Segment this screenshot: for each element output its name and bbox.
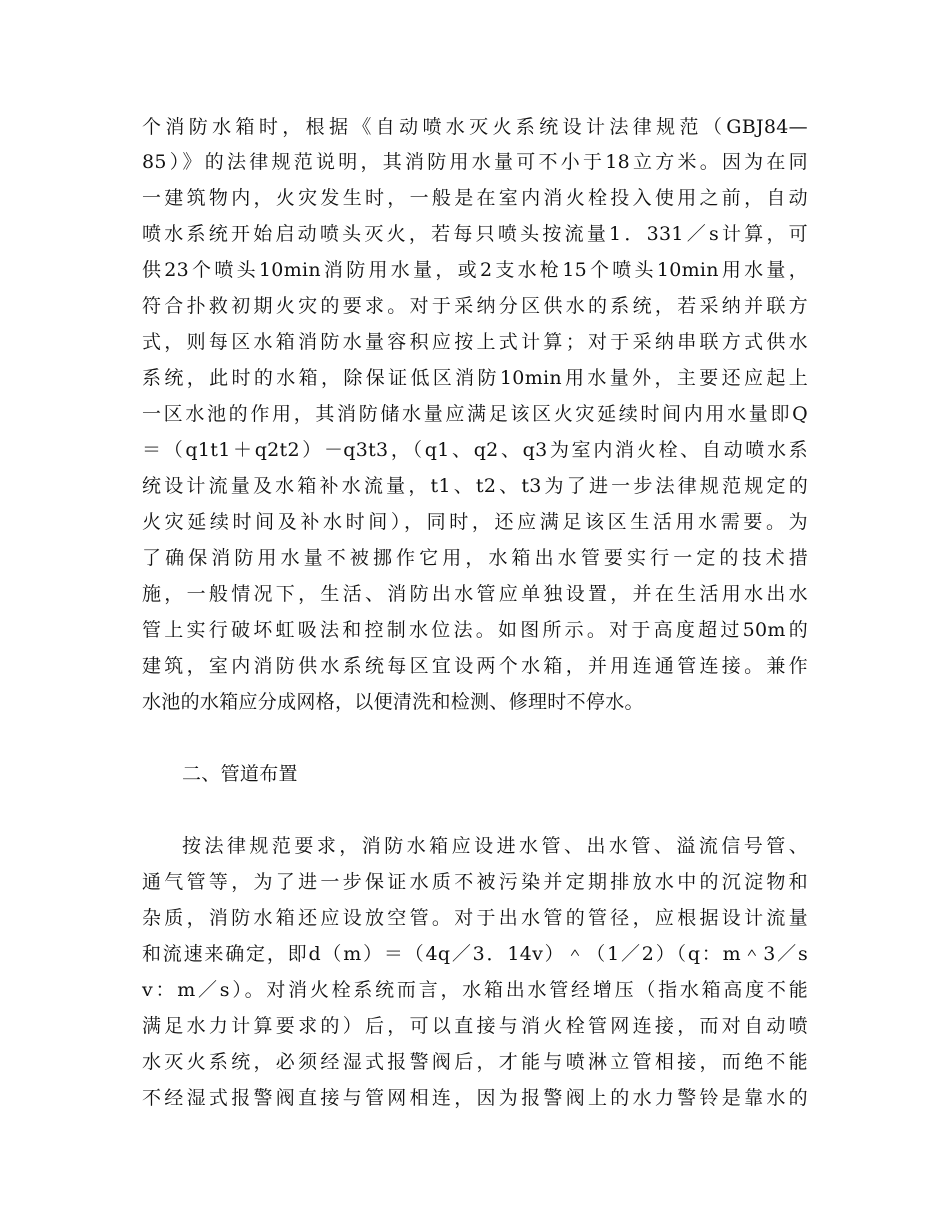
paragraph-line: 管上实行破坏虹吸法和控制水位法。如图所示。对于高度超过50m的	[142, 619, 808, 641]
paragraph-line: 和流速来确定，即d（m）＝（4q／3．14v）＾（1／2）（q：m＾3／s	[142, 943, 808, 965]
paragraph-line: v：m／s）。对消火栓系统而言，水箱出水管经增压（指水箱高度不能	[142, 979, 808, 1001]
paragraph-line: 统设计流量及水箱补水流量，t1、t2、t3为了进一步法律规范规定的	[142, 475, 808, 497]
paragraph-line: 个消防水箱时，根据《自动喷水灭火系统设计法律规范（GBJ84—	[142, 116, 808, 138]
paragraph-line: 式，则每区水箱消防水量容积应按上式计算；对于采纳串联方式供水	[142, 331, 808, 353]
paragraph-line: 了确保消防用水量不被挪作它用，水箱出水管要实行一定的技术措	[142, 547, 808, 569]
paragraph-line: 施，一般情况下，生活、消防出水管应单独设置，并在生活用水出水	[142, 583, 808, 605]
paragraph-line: 系统，此时的水箱，除保证低区消防10min用水量外，主要还应起上	[142, 367, 808, 389]
paragraph-line: ＝（q1t1＋q2t2）－q3t3，（q1、q2、q3为室内消火栓、自动喷水系	[142, 439, 808, 461]
paragraph-line-first: 按法律规范要求，消防水箱应设进水管、出水管、溢流信号管、	[182, 835, 808, 857]
paragraph-line: 85）》的法律规范说明，其消防用水量可不小于18立方米。因为在同	[142, 151, 808, 173]
paragraph-line: 一区水池的作用，其消防储水量应满足该区火灾延续时间内用水量即Q	[142, 403, 808, 425]
section-heading: 二、管道布置	[182, 763, 298, 785]
paragraph-line: 符合扑救初期火灾的要求。对于采纳分区供水的系统，若采纳并联方	[142, 295, 808, 317]
paragraph-line: 杂质，消防水箱还应设放空管。对于出水管的管径，应根据设计流量	[142, 907, 808, 929]
paragraph-line: 满足水力计算要求的）后，可以直接与消火栓管网连接，而对自动喷	[142, 1015, 808, 1037]
paragraph-line: 水灭火系统，必须经湿式报警阀后，才能与喷淋立管相接，而绝不能	[142, 1051, 808, 1073]
paragraph-line: 喷水系统开始启动喷头灭火，若每只喷头按流量1．331／s计算，可	[142, 223, 808, 245]
paragraph-line: 建筑，室内消防供水系统每区宜设两个水箱，并用连通管连接。兼作	[142, 655, 808, 677]
paragraph-line: 供23个喷头10min消防用水量，或2支水枪15个喷头10min用水量，	[142, 259, 808, 281]
paragraph-line-last: 水池的水箱应分成网格，以便清洗和检测、修理时不停水。	[142, 691, 644, 713]
paragraph-line: 不经湿式报警阀直接与管网相连，因为报警阀上的水力警铃是靠水的	[142, 1087, 808, 1109]
paragraph-line: 通气管等，为了进一步保证水质不被污染并定期排放水中的沉淀物和	[142, 871, 808, 893]
paragraph-line: 火灾延续时间及补水时间），同时，还应满足该区生活用水需要。为	[142, 511, 808, 533]
paragraph-line: 一建筑物内，火灾发生时，一般是在室内消火栓投入使用之前，自动	[142, 187, 808, 209]
